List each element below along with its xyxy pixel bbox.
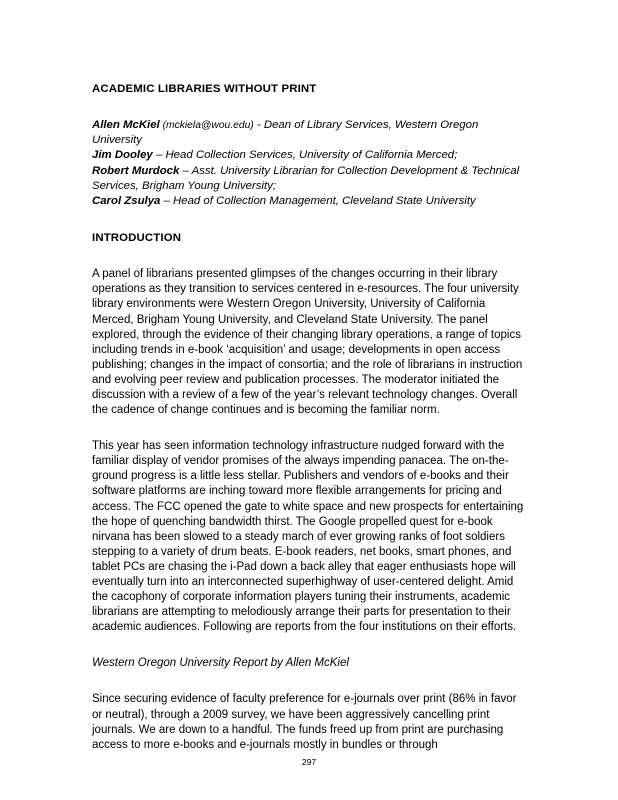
author-email: (mckiela@wou.edu) (159, 120, 254, 131)
author-name: Jim Dooley (92, 149, 153, 162)
author-entry-3 (92, 194, 529, 209)
author-entry-1 (92, 148, 529, 163)
page-number: 297 (301, 757, 317, 767)
author-entry-2 (92, 164, 529, 194)
paragraph-wou-1: Since securing evidence of faculty preference for e-journals over print (86% in favor or neutral), through a 2009 survey, we have been aggressively cancelling print journals. We are down to a handful. The funds freed up from print are purchasing access to more e-books and e-journals mostly in bundles or through (92, 693, 517, 751)
author-name: Allen McKiel (92, 119, 160, 131)
author-affiliation: – Head Collection Services, University of California Merced; (152, 149, 458, 162)
paragraph-intro-1: A panel of librarians presented glimpses of the changes occurring in their library operations as they transition to services centered in e-resources. The four university library environments were Western Oregon University, University of California Merced, Brigham Young University, and Cleveland State University. The panel explored, through the evidence of their changing library operations, a range of topics including trends in e-book ‘acquisition’ and usage; developments in open access publishing; changes in the impact of consortia; and the role of librarians in instruction and evolving peer review and publication processes. The moderator initiated the discussion with a review of a few of the year’s relevant technology changes. Overall the cadence of change continues and is becoming the familiar norm. (92, 268, 523, 417)
author-affiliation: – Asst. University Librarian for Collection Development & Technical Services, Brigham Young University; (92, 164, 520, 192)
paragraph-intro-2: This year has seen information technology infrastructure nudged forward with the familiar display of vendor promises of the always impending panacea. The on-the-ground progress is a little less stellar. Publishers and vendors of e-books and their software platforms are inching toward more flexible arrangements for pricing and access. The FCC opened the gate to white space and new prospects for entertaining the hope of quenching bandwidth thirst. The Google propelled quest for e-book nirvana has been slowed to a steady march of ever growing ranks of foot soldiers stepping to a variety of drum beats. E-book readers, net books, smart phones, and tablet PCs are chasing the i-Pad down a back alley that eager enthusiasts hope will eventually turn into an interconnected superhighway of user-centered delight. Amid the cacophony of corporate information players tuning their instruments, academic librarians are attempting to melodiously arrange their parts for presentation to their academic audiences. Following are reports from the four institutions on their efforts. (92, 440, 524, 634)
author-block (92, 118, 529, 209)
page-title: ACADEMIC LIBRARIES WITHOUT PRINT (92, 83, 317, 95)
author-entry-0 (92, 118, 529, 148)
document-content (92, 82, 529, 774)
author-name: Robert Murdock (92, 164, 180, 177)
author-affiliation: – Head of Collection Management, Cleveland State University (160, 195, 476, 208)
author-affiliation: - Dean of Library Services, Western Oregon University (92, 119, 479, 147)
author-name: Carol Zsulya (92, 195, 161, 208)
section-heading-introduction: INTRODUCTION (92, 232, 182, 245)
subsection-heading-wou-report: Western Oregon University Report by Allen McKiel (92, 657, 349, 670)
